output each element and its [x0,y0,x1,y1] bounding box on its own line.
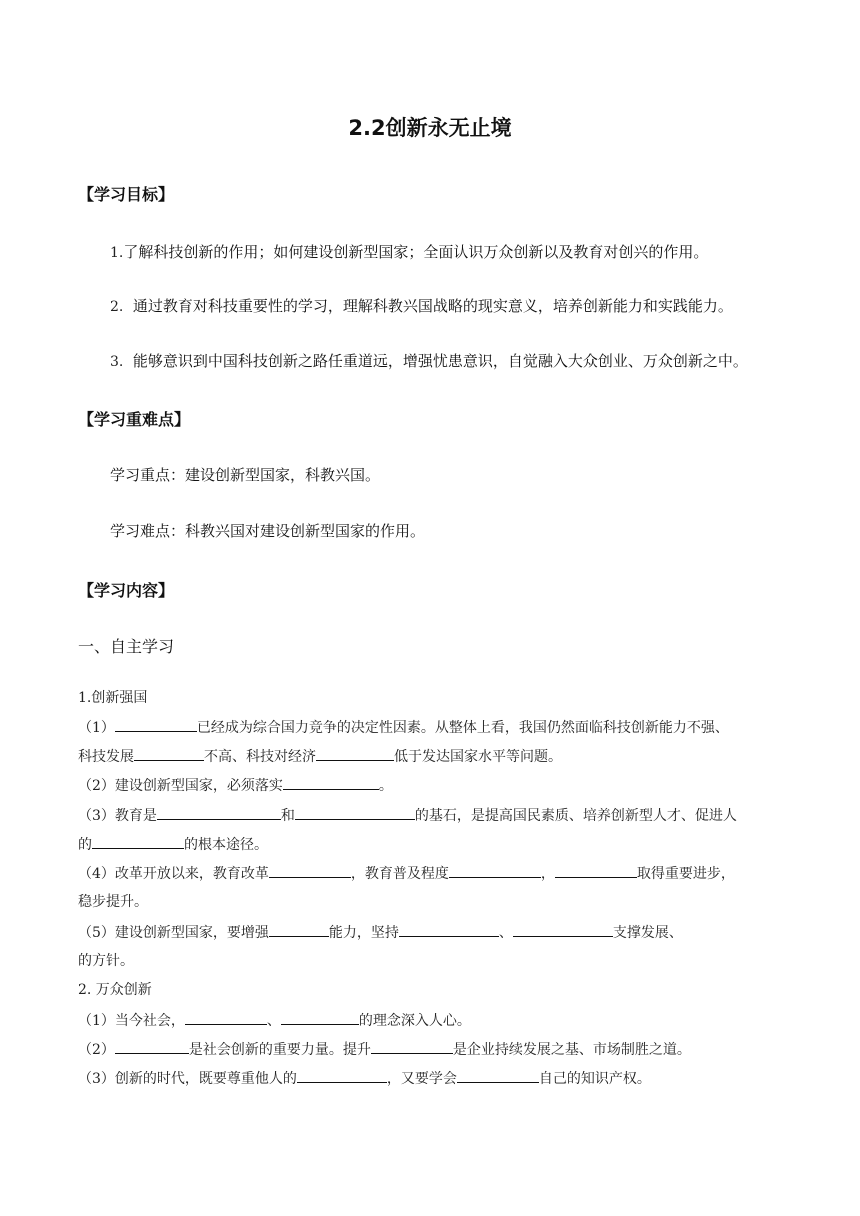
part2-q1: （1）当今社会， 、 的理念深入人心。 [78,1009,471,1030]
objective-number: 1. [110,245,124,261]
part1-q1-line2: 科技发展 不高、科技对经济 低于发达国家水平等问题。 [78,745,562,766]
objective-text: 了解科技创新的作用；如何建设创新型国家；全面认识万众创新以及教育对创兴的作用。 [123,243,709,261]
blank[interactable] [295,804,415,820]
blank[interactable] [185,1009,267,1025]
objective-number: 2. [110,299,124,315]
blank[interactable] [283,774,379,790]
objective-3 [110,350,748,371]
blank[interactable] [269,862,351,878]
blank[interactable] [297,1067,387,1083]
blank[interactable] [157,804,281,820]
part2-q2: （2） 是社会创新的重要力量。提升 是企业持续发展之基、市场制胜之道。 [78,1038,691,1059]
heading-content: 【学习内容】 [78,581,175,600]
blank[interactable] [115,1038,189,1054]
objective-number: 3. [110,354,124,370]
blank[interactable] [457,1067,539,1083]
blank[interactable] [134,745,204,761]
blank[interactable] [269,921,329,937]
part1-q2: （2）建设创新型国家，必须落实 。 [78,774,393,795]
part1-q3-line1: （3）教育是 和 的基石，是提高国民素质、培养创新型人才、促进人 [78,804,737,825]
blank[interactable] [399,921,499,937]
blank[interactable] [115,716,197,732]
part1-q4-line1: （4）改革开放以来，教育改革 ，教育普及程度 ， 取得重要进步， [78,862,735,883]
difficult-point: 学习难点：科教兴国对建设创新型国家的作用。 [110,522,426,540]
page-title: 2.2创新永无止境 [348,116,512,140]
part2-title: 2. 万众创新 [78,982,152,998]
blank[interactable] [513,921,613,937]
objective-1 [110,241,708,262]
blank[interactable] [316,745,394,761]
blank[interactable] [92,833,184,849]
section-self-study: 一、自主学习 [78,637,175,656]
part1-title: 1.创新强国 [78,690,148,706]
part1-q5-line2: 的方针。 [78,953,134,969]
objective-text: 通过教育对科技重要性的学习，理解科教兴国战略的现实意义，培养创新能力和实践能力。 [132,297,733,315]
part1-q3-line2: 的 的根本途径。 [78,833,268,854]
part2-q3: （3）创新的时代，既要尊重他人的 ，又要学会 自己的知识产权。 [78,1067,651,1088]
objective-text: 能够意识到中国科技创新之路任重道远，增强忧患意识，自觉融入大众创业、万众创新之中。 [132,352,748,370]
key-point: 学习重点：建设创新型国家，科教兴国。 [110,466,381,484]
blank[interactable] [449,862,541,878]
part1-q1-line1: （1） 已经成为综合国力竞争的决定性因素。从整体上看，我国仍然面临科技创新能力不强、 [78,716,729,737]
blank[interactable] [281,1009,359,1025]
blank[interactable] [555,862,637,878]
heading-key-points: 【学习重难点】 [78,410,191,429]
part1-q5-line1: （5）建设创新型国家，要增强 能力，坚持 、 支撑发展、 [78,921,683,942]
blank[interactable] [371,1038,453,1054]
part1-q4-line2: 稳步提升。 [78,894,148,910]
objective-2 [110,295,733,316]
heading-objectives: 【学习目标】 [78,185,175,204]
